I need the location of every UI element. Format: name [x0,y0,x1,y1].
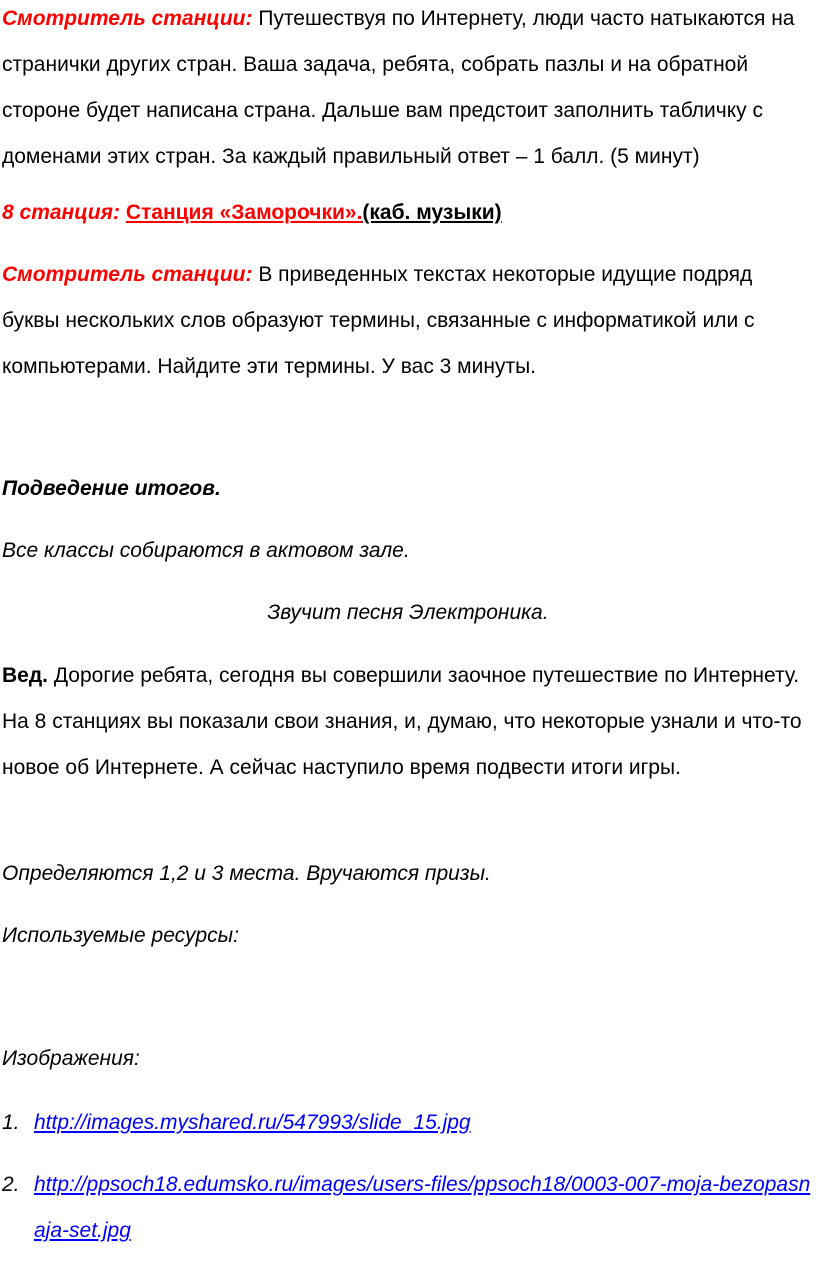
station-8-heading [0,190,814,236]
resource-link-2[interactable]: http://ppsoch18.edumsko.ru/images/users-files/ppsoch18/0003-007-moja-bezopasnaja-set.jpg [34,1173,811,1242]
station-keeper-paragraph-1 [0,0,814,180]
host-text: Дорогие ребята, сегодня вы совершили заочное путешествие по Интернету. На 8 станциях вы показали свои знания, и, думаю, что некоторые узнали и что-то новое об Интернете. А сейчас наступило время подвести итоги игры. [2,664,802,779]
resource-link-item-2 [0,1162,812,1254]
station-keeper-label-2: Смотритель станции: [2,263,253,286]
station-keeper-text-2: В приведенных текстах некоторые идущие подряд буквы нескольких слов образуют термины, связанные с информатикой или с компьютерами. Найдите эти термины. У вас 3 минуты. [2,263,755,378]
summary-heading: Подведение итогов. [2,477,221,500]
station-keeper-paragraph-2 [0,252,814,390]
station-8-label: 8 станция: [2,201,120,224]
resource-link-item-1 [0,1100,812,1146]
host-paragraph [0,653,814,791]
gather-note: Все классы собираются в актовом зале. [2,539,410,562]
station-8-name: Станция «Заморочки». [125,201,363,224]
station-keeper-text: Путешествуя по Интернету, люди часто натыкаются на странички других стран. Ваша задача, ребята, собрать пазлы и на обратной стороне будет написана страна. Дальше вам предстоит заполнить табличку с доменами этих стран. За каждый правильный ответ – 1 балл. (5 минут) [2,7,795,168]
song-note: Звучит песня Электроника. [267,601,549,624]
images-heading: Изображения: [2,1047,140,1070]
resource-link-1[interactable]: http://images.myshared.ru/547993/slide_15.jpg [34,1111,471,1134]
list-number: 2. [2,1173,20,1196]
station-8-room: (каб. музыки) [362,201,502,224]
station-keeper-label: Смотритель станции: [2,7,253,30]
resources-heading: Используемые ресурсы: [2,924,239,947]
host-label: Вед. [2,664,49,687]
list-number: 1. [2,1111,20,1134]
places-note: Определяются 1,2 и 3 места. Вручаются призы. [2,862,491,885]
